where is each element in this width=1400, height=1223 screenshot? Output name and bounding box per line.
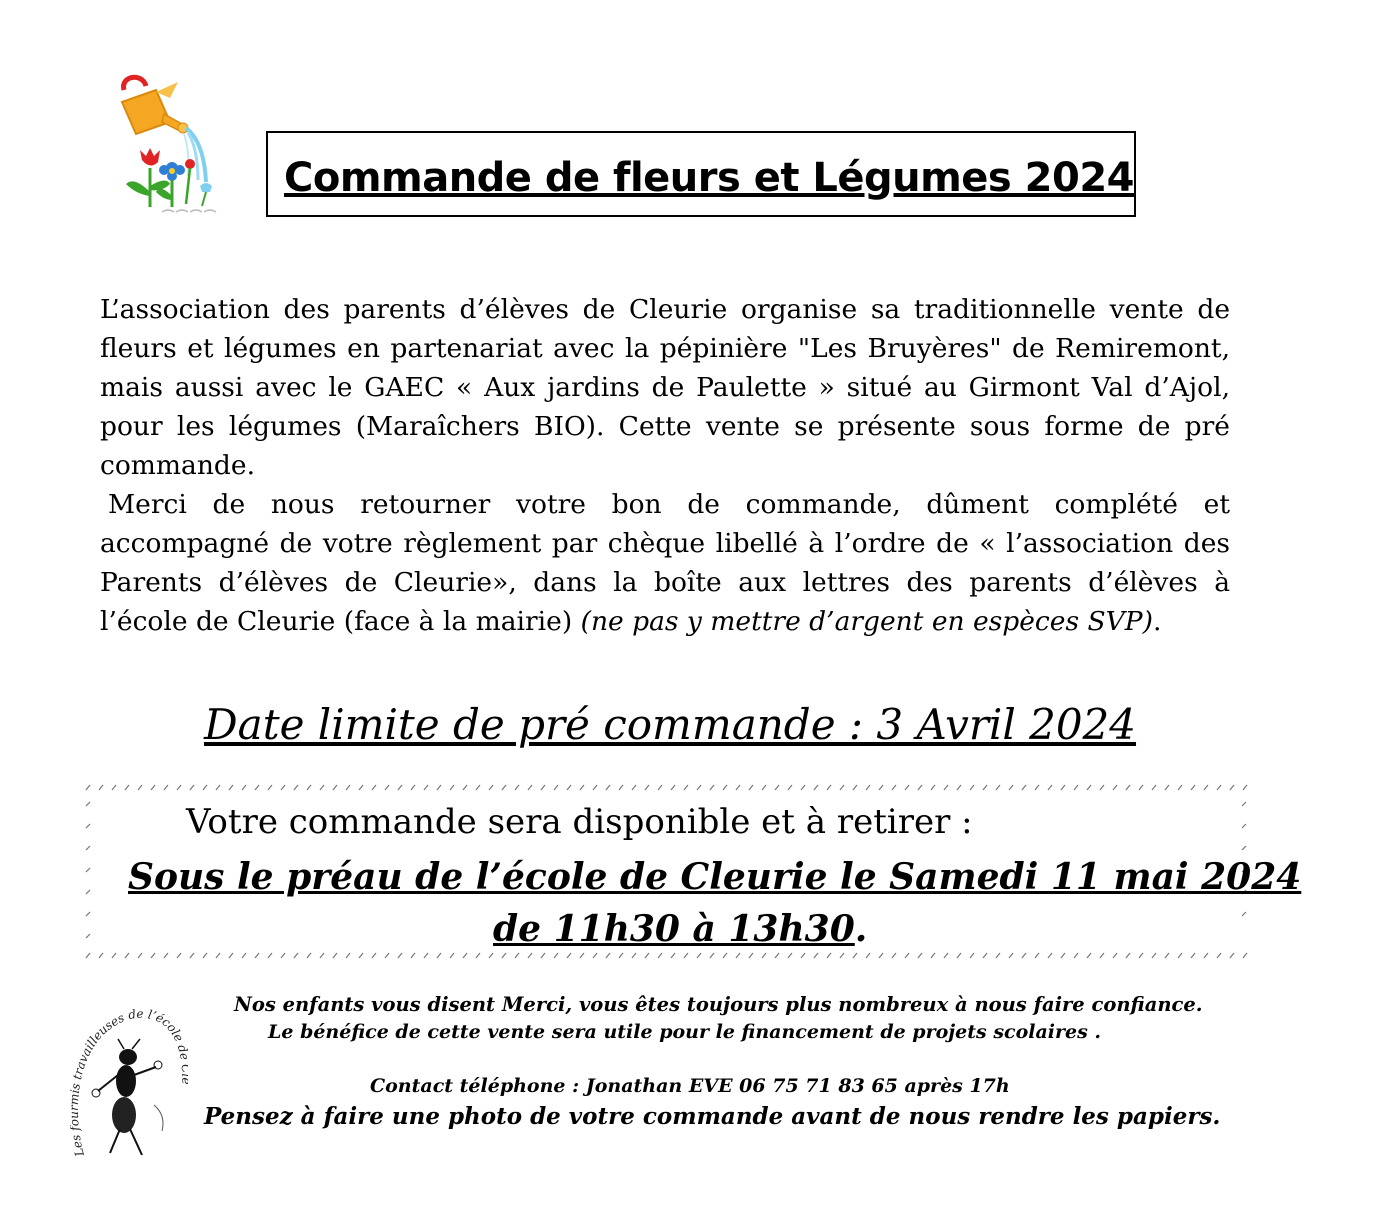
school-ant-logo — [70, 1005, 188, 1175]
pickup-hours: de 11h30 à 13h30 — [493, 908, 855, 950]
intro-paragraph-1: L’association des parents d’élèves de Cleurie organise sa traditionnelle vente de fleurs et légumes en partenariat avec la pépinière "Les Bruyères" de Remiremont, mais aussi avec le GAEC « Aux jardins de Paulette » situé au Girmont Val d’Ajol, pour les légumes (Maraîchers BIO). Cette vente se présente sous forme de pré commande. — [100, 294, 1230, 481]
cash-note: (ne pas y mettre d’argent en espèces SVP) — [580, 606, 1153, 637]
watering-can-flowers-logo — [112, 72, 230, 222]
thanks-text: Nos enfants vous disent Merci, vous êtes toujours plus nombreux à nous faire confiance. — [234, 993, 1203, 1016]
pickup-time — [493, 908, 867, 950]
contact-text: Contact téléphone : Jonathan EVE 06 75 71 83 65 après 17h — [370, 1075, 1010, 1097]
note-period: . — [1152, 606, 1162, 637]
intro-text — [100, 290, 1230, 641]
pickup-period: . — [854, 908, 868, 950]
deadline-heading: Date limite de pré commande : 3 Avril 2024 — [203, 700, 1137, 749]
school-location-text: l’école de Cleurie (face à la mairie) — [100, 606, 573, 637]
benefit-text: Le bénéfice de cette vente sera utile pour le financement de projets scolaires . — [268, 1021, 1102, 1043]
photo-reminder: Pensez à faire une photo de votre commande avant de nous rendre les papiers. — [204, 1103, 1221, 1130]
intro-paragraph-2-end — [100, 602, 1230, 641]
intro-paragraph-2: Merci de nous retourner votre bon de commande, dûment complété et accompagné de votre règlement par chèque libellé à l’ordre de « l’association des Parents d’élèves de Cleurie», dans la boîte aux lettres des parents d’élèves à — [100, 489, 1230, 598]
pickup-intro: Votre commande sera disponible et à retirer : — [186, 802, 973, 842]
svg-text:Les fourmis travailleuses de l: Les travailleuses de l’école — [70, 1006, 187, 1158]
page-title: Commande de fleurs et Légumes 2024 — [284, 155, 1134, 201]
title-box — [266, 131, 1136, 217]
pickup-location: Sous le préau de l’école de Cleurie le Samedi 11 mai 2024 — [128, 856, 1302, 898]
